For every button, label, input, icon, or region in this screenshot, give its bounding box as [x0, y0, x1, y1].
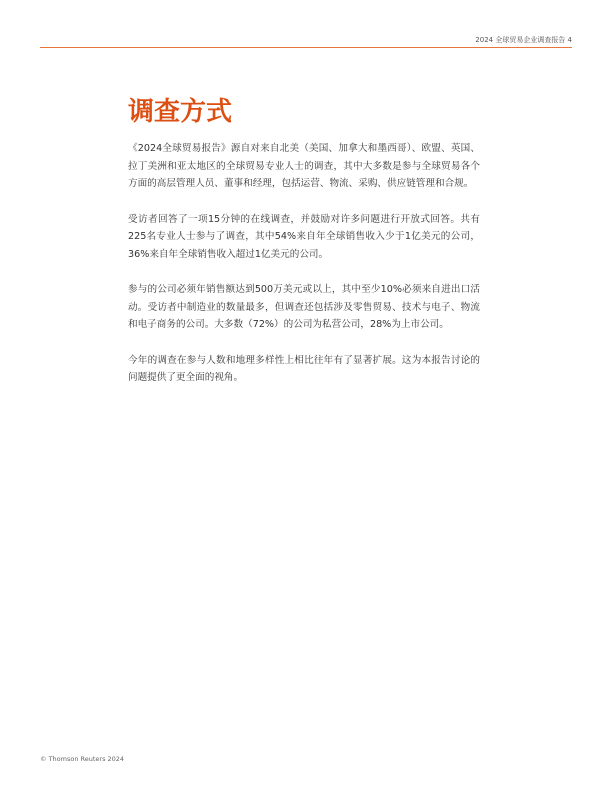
- section-title: 调查方式: [128, 97, 233, 127]
- body-text: [128, 140, 480, 405]
- paragraph: 受访者回答了一项15分钟的在线调查，并鼓励对许多问题进行开放式回答。共有225名专业人士参与了调查，其中54%来自年全球销售收入少于1亿美元的公司，36%来自年全球销售收入超过1亿美元的公司。: [128, 213, 480, 260]
- header-divider: [40, 47, 572, 48]
- paragraph: 今年的调查在参与人数和地理多样性上相比往年有了显著扩展。这为本报告讨论的问题提供了更全面的视角。: [128, 354, 480, 383]
- paragraph: 《2024全球贸易报告》源自对来自北美（美国、加拿大和墨西哥）、欧盟、英国、拉丁美洲和亚太地区的全球贸易专业人士的调查，其中大多数是参与全球贸易各个方面的高层管理人员、董事和经理，包括运营、物流、采购、供应链管理和合规。: [128, 143, 480, 189]
- footer-copyright: © Thomson Reuters 2024: [40, 755, 125, 763]
- running-header: 2024 全球贸易企业调查报告 4: [475, 36, 572, 44]
- paragraph: 参与的公司必须年销售额达到500万美元或以上，其中至少10%必须来自进出口活动。受访者中制造业的数量最多，但调查还包括涉及零售贸易、技术与电子、物流和电子商务的公司。大多数（72%）的公司为私营公司，28%为上市公司。: [128, 284, 480, 330]
